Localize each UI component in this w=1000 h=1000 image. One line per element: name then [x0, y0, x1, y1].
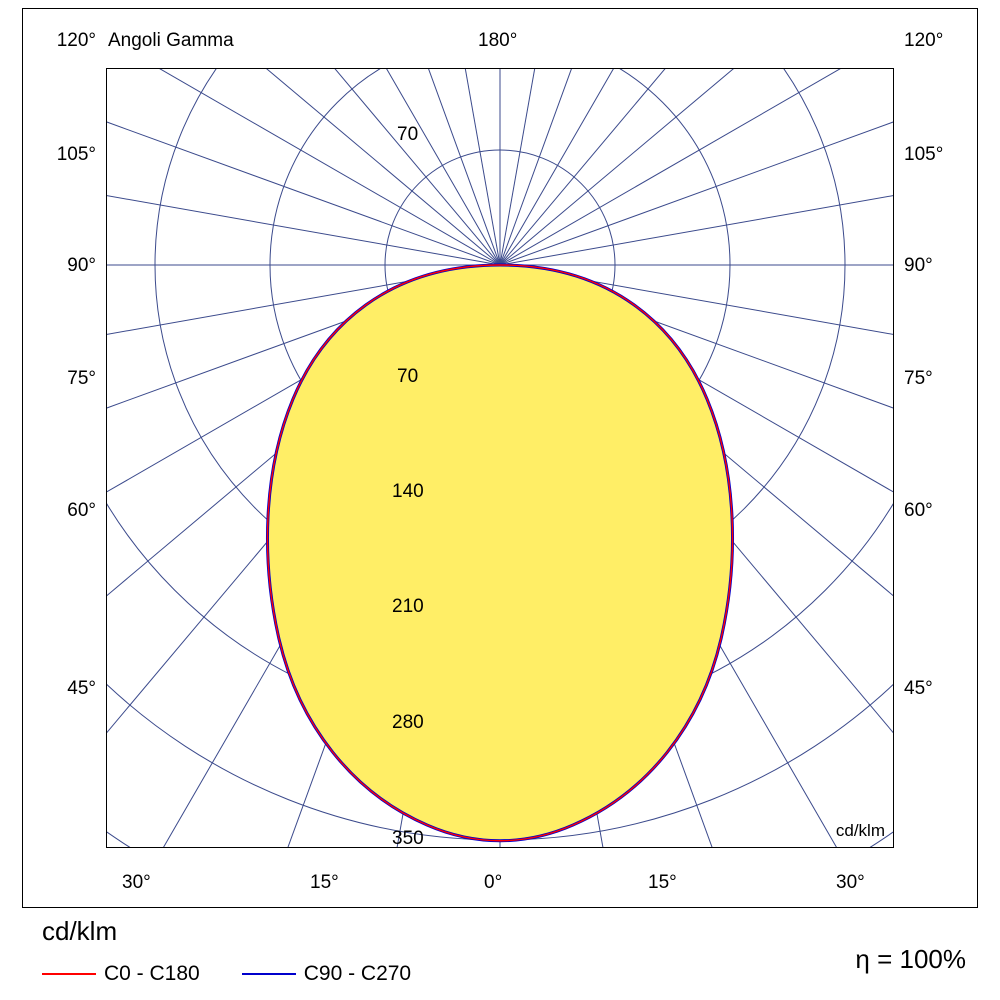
- legend-swatch-blue-icon: [242, 973, 296, 975]
- axis-label-right-45: 45°: [904, 678, 933, 699]
- axis-label-bottom-0: 0°: [484, 872, 503, 893]
- axis-label-right-75: 75°: [904, 368, 933, 389]
- unit-label-main: cd/klm: [42, 916, 118, 946]
- axis-label-left-90: 90°: [67, 255, 96, 276]
- polar-grid-svg: [107, 69, 893, 847]
- radial-tick-label-140: 140: [392, 481, 424, 502]
- radial-tick-label-70: 70: [397, 366, 419, 387]
- axis-label-left-45: 45°: [67, 678, 96, 699]
- axis-label-right-105: 105°: [904, 144, 944, 165]
- axis-label-bottom-15-right: 15°: [648, 872, 677, 893]
- polar-plot-area: [106, 68, 894, 848]
- chart-footer: [22, 916, 978, 992]
- axis-label-left-105: 105°: [56, 144, 96, 165]
- radial-tick-label-210: 210: [392, 596, 424, 617]
- axis-label-right-120: 120°: [904, 30, 944, 51]
- legend-label-c90-c270: C90 - C270: [303, 962, 412, 985]
- legend-swatch-red-icon: [42, 973, 96, 975]
- radial-tick-label-top-70: 70: [397, 124, 419, 145]
- axis-label-bottom-15-left: 15°: [310, 872, 339, 893]
- axis-label-bottom-30-right: 30°: [836, 872, 865, 893]
- chart-title: Angoli Gamma: [108, 30, 234, 51]
- efficiency-label: η = 100%: [855, 944, 966, 974]
- axis-label-left-60: 60°: [67, 500, 96, 521]
- legend: [42, 962, 411, 986]
- legend-item-c90-c270: [242, 962, 411, 986]
- axis-label-bottom-30-left: 30°: [122, 872, 151, 893]
- radial-tick-label-350: 350: [392, 828, 424, 848]
- axis-label-right-60: 60°: [904, 500, 933, 521]
- intensity-curve: [267, 265, 732, 841]
- axis-label-right-90: 90°: [904, 255, 933, 276]
- axis-label-top-180: 180°: [478, 30, 518, 51]
- legend-item-c0-c180: [42, 962, 200, 986]
- unit-label-corner: cd/klm: [835, 821, 885, 840]
- legend-label-c0-c180: C0 - C180: [104, 962, 200, 985]
- radial-tick-label-280: 280: [392, 712, 424, 733]
- axis-label-left-120: 120°: [56, 30, 96, 51]
- axis-label-left-75: 75°: [67, 368, 96, 389]
